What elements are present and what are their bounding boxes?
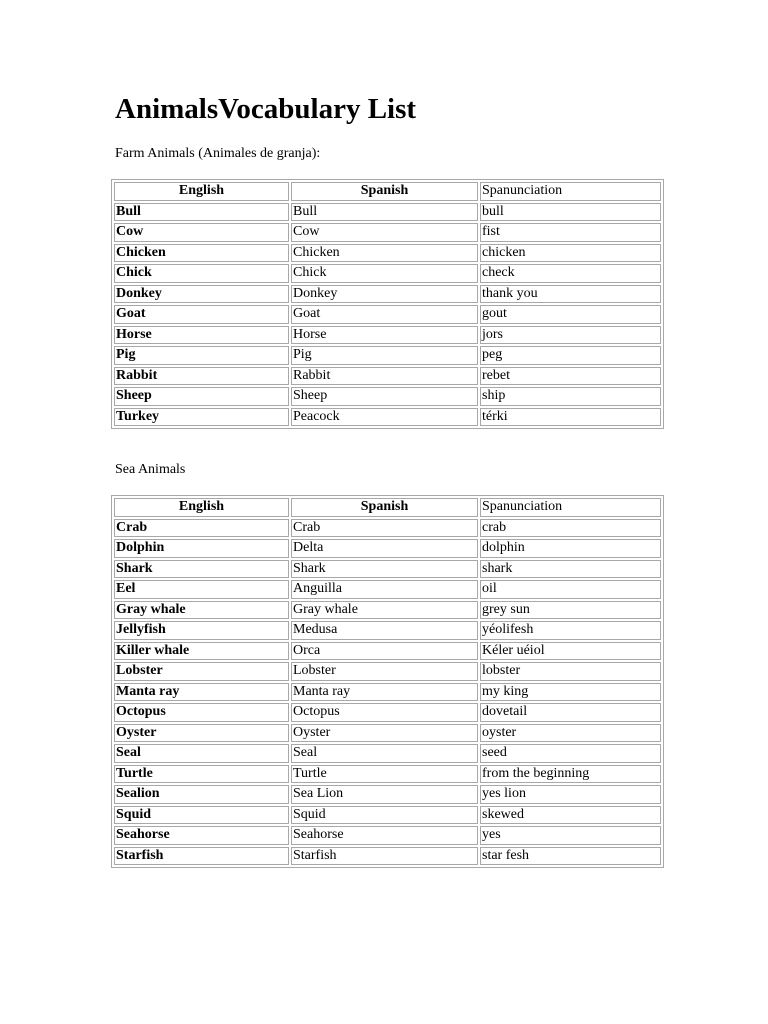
english-cell: Sealion xyxy=(114,785,289,804)
english-cell: Shark xyxy=(114,560,289,579)
page-title: AnimalsVocabulary List xyxy=(115,93,417,125)
english-cell: Eel xyxy=(114,580,289,599)
table-row xyxy=(114,806,661,825)
spanunciation-cell: oil xyxy=(480,580,661,599)
table-row xyxy=(114,826,661,845)
english-cell: Seahorse xyxy=(114,826,289,845)
spanunciation-cell: star fesh xyxy=(480,847,661,866)
english-cell: Rabbit xyxy=(114,367,289,386)
english-cell: Bull xyxy=(114,203,289,222)
spanunciation-cell: bull xyxy=(480,203,661,222)
header-english: English xyxy=(114,182,289,201)
spanunciation-cell: skewed xyxy=(480,806,661,825)
spanish-cell: Seal xyxy=(291,744,478,763)
spanish-cell: Octopus xyxy=(291,703,478,722)
sea-animals-caption: Sea Animals xyxy=(115,462,186,477)
spanish-cell: Squid xyxy=(291,806,478,825)
table-row xyxy=(114,744,661,763)
english-cell: Dolphin xyxy=(114,539,289,558)
spanunciation-cell: jors xyxy=(480,326,661,345)
table-row xyxy=(114,580,661,599)
header-spanish: Spanish xyxy=(291,182,478,201)
spanunciation-cell: grey sun xyxy=(480,601,661,620)
farm-animals-table xyxy=(111,179,664,429)
spanish-cell: Horse xyxy=(291,326,478,345)
spanish-cell: Oyster xyxy=(291,724,478,743)
spanunciation-cell: yes xyxy=(480,826,661,845)
english-cell: Gray whale xyxy=(114,601,289,620)
spanunciation-cell: yes lion xyxy=(480,785,661,804)
table-row xyxy=(114,244,661,263)
english-cell: Octopus xyxy=(114,703,289,722)
table-row xyxy=(114,203,661,222)
english-cell: Seal xyxy=(114,744,289,763)
english-cell: Oyster xyxy=(114,724,289,743)
table-row xyxy=(114,662,661,681)
table-header-row xyxy=(114,498,661,517)
english-cell: Jellyfish xyxy=(114,621,289,640)
spanunciation-cell: yéolifesh xyxy=(480,621,661,640)
english-cell: Pig xyxy=(114,346,289,365)
english-cell: Manta ray xyxy=(114,683,289,702)
english-cell: Chick xyxy=(114,264,289,283)
spanish-cell: Medusa xyxy=(291,621,478,640)
table-row xyxy=(114,724,661,743)
spanish-cell: Rabbit xyxy=(291,367,478,386)
english-cell: Starfish xyxy=(114,847,289,866)
table-row xyxy=(114,264,661,283)
spanish-cell: Anguilla xyxy=(291,580,478,599)
spanish-cell: Peacock xyxy=(291,408,478,427)
table-row xyxy=(114,642,661,661)
spanish-cell: Sheep xyxy=(291,387,478,406)
spanunciation-cell: shark xyxy=(480,560,661,579)
spanish-cell: Lobster xyxy=(291,662,478,681)
english-cell: Sheep xyxy=(114,387,289,406)
table-row xyxy=(114,408,661,427)
sea-animals-table xyxy=(111,495,664,868)
spanish-cell: Bull xyxy=(291,203,478,222)
spanunciation-cell: Kéler uéiol xyxy=(480,642,661,661)
table-row xyxy=(114,387,661,406)
table-row xyxy=(114,847,661,866)
table-row xyxy=(114,703,661,722)
spanunciation-cell: fist xyxy=(480,223,661,242)
spanish-cell: Turtle xyxy=(291,765,478,784)
english-cell: Chicken xyxy=(114,244,289,263)
spanunciation-cell: dovetail xyxy=(480,703,661,722)
spanunciation-cell: rebet xyxy=(480,367,661,386)
table-row xyxy=(114,346,661,365)
spanish-cell: Orca xyxy=(291,642,478,661)
spanish-cell: Pig xyxy=(291,346,478,365)
english-cell: Lobster xyxy=(114,662,289,681)
table-row xyxy=(114,367,661,386)
english-cell: Crab xyxy=(114,519,289,538)
table-row xyxy=(114,305,661,324)
table-row xyxy=(114,519,661,538)
table-row xyxy=(114,785,661,804)
spanish-cell: Delta xyxy=(291,539,478,558)
spanish-cell: Seahorse xyxy=(291,826,478,845)
spanish-cell: Sea Lion xyxy=(291,785,478,804)
spanunciation-cell: ship xyxy=(480,387,661,406)
spanunciation-cell: my king xyxy=(480,683,661,702)
table-row xyxy=(114,326,661,345)
header-spanunciation: Spanunciation xyxy=(480,182,661,201)
spanish-cell: Chicken xyxy=(291,244,478,263)
table-row xyxy=(114,683,661,702)
spanunciation-cell: peg xyxy=(480,346,661,365)
spanunciation-cell: check xyxy=(480,264,661,283)
english-cell: Donkey xyxy=(114,285,289,304)
table-row xyxy=(114,223,661,242)
english-cell: Turtle xyxy=(114,765,289,784)
spanish-cell: Chick xyxy=(291,264,478,283)
table-row xyxy=(114,539,661,558)
spanish-cell: Manta ray xyxy=(291,683,478,702)
spanunciation-cell: dolphin xyxy=(480,539,661,558)
spanish-cell: Goat xyxy=(291,305,478,324)
spanunciation-cell: crab xyxy=(480,519,661,538)
spanish-cell: Gray whale xyxy=(291,601,478,620)
spanish-cell: Crab xyxy=(291,519,478,538)
spanunciation-cell: gout xyxy=(480,305,661,324)
spanunciation-cell: oyster xyxy=(480,724,661,743)
english-cell: Goat xyxy=(114,305,289,324)
header-english: English xyxy=(114,498,289,517)
farm-animals-caption: Farm Animals (Animales de granja): xyxy=(115,146,321,161)
english-cell: Squid xyxy=(114,806,289,825)
table-row xyxy=(114,285,661,304)
spanunciation-cell: thank you xyxy=(480,285,661,304)
spanunciation-cell: térki xyxy=(480,408,661,427)
spanunciation-cell: seed xyxy=(480,744,661,763)
spanish-cell: Donkey xyxy=(291,285,478,304)
spanunciation-cell: lobster xyxy=(480,662,661,681)
table-header-row xyxy=(114,182,661,201)
table-row xyxy=(114,601,661,620)
table-row xyxy=(114,765,661,784)
table-row xyxy=(114,621,661,640)
header-spanish: Spanish xyxy=(291,498,478,517)
spanish-cell: Starfish xyxy=(291,847,478,866)
spanunciation-cell: from the beginning xyxy=(480,765,661,784)
table-row xyxy=(114,560,661,579)
spanish-cell: Shark xyxy=(291,560,478,579)
spanish-cell: Cow xyxy=(291,223,478,242)
english-cell: Cow xyxy=(114,223,289,242)
header-spanunciation: Spanunciation xyxy=(480,498,661,517)
english-cell: Turkey xyxy=(114,408,289,427)
spanunciation-cell: chicken xyxy=(480,244,661,263)
english-cell: Killer whale xyxy=(114,642,289,661)
english-cell: Horse xyxy=(114,326,289,345)
